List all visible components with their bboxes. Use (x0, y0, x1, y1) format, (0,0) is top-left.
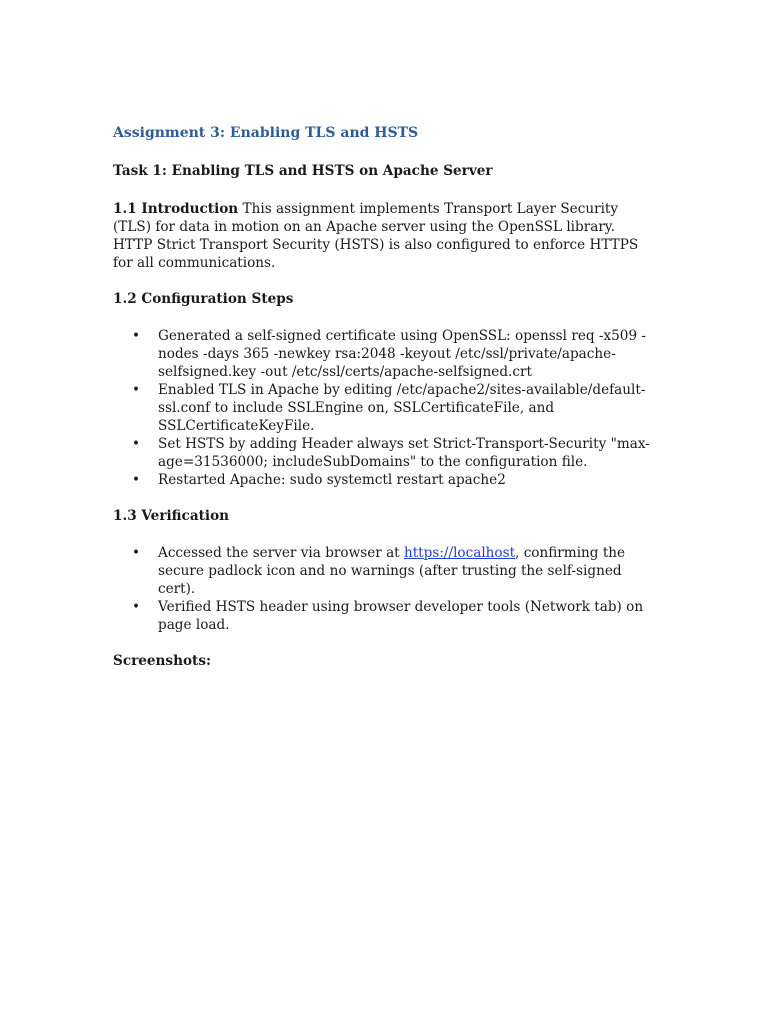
bullet-icon: • (132, 472, 141, 488)
list-item (113, 435, 658, 471)
screenshots-heading: Screenshots: (113, 653, 211, 669)
verification-text-after: , confirming the secure padlock icon and no warnings (after trusting the self-signed cert). (158, 545, 626, 597)
localhost-link[interactable]: https://localhost (403, 545, 516, 561)
verification-step-text: Verified HSTS header using browser developer tools (Network tab) on page load. (158, 599, 644, 633)
bullet-icon: • (132, 599, 141, 615)
list-item (113, 544, 658, 598)
list-item (113, 598, 658, 634)
list-item (113, 327, 658, 381)
intro-heading: 1.1 Introduction (113, 201, 239, 217)
verification-list (113, 544, 658, 634)
verification-text-before: Accessed the server via browser at (158, 545, 404, 561)
config-step-text: Enabled TLS in Apache by editing /etc/apache2/sites-available/default-ssl.conf to include SSLEngine on, SSLCertificateFile, and SSLCertificateKeyFile. (158, 382, 646, 434)
task-heading: Task 1: Enabling TLS and HSTS on Apache Server (113, 163, 493, 179)
intro-text: This assignment implements Transport Layer Security (TLS) for data in motion on an Apache server using the OpenSSL library. HTTP Strict Transport Security (HSTS) is also configured to enforce HTTPS for all communications. (113, 201, 639, 271)
bullet-icon: • (132, 545, 141, 561)
verification-heading: 1.3 Verification (113, 508, 230, 524)
config-step-text: Generated a self-signed certificate using OpenSSL: openssl req -x509 -nodes -days 365 -newkey rsa:2048 -keyout /etc/ssl/private/apache-selfsigned.key -out /etc/ssl/certs/apache-selfsigned.crt (158, 328, 647, 380)
bullet-icon: • (132, 382, 141, 398)
config-heading: 1.2 Configuration Steps (113, 291, 294, 307)
config-steps-list (113, 327, 658, 489)
config-step-text: Set HSTS by adding Header always set Strict-Transport-Security "max-age=31536000; includeSubDomains" to the configuration file. (158, 436, 650, 470)
list-item (113, 471, 658, 489)
bullet-icon: • (132, 436, 141, 452)
config-step-text: Restarted Apache: sudo systemctl restart apache2 (158, 472, 506, 488)
document-title: Assignment 3: Enabling TLS and HSTS (113, 125, 419, 141)
list-item (113, 381, 658, 435)
document-page (113, 124, 658, 670)
bullet-icon: • (132, 328, 141, 344)
intro-paragraph (113, 200, 658, 272)
